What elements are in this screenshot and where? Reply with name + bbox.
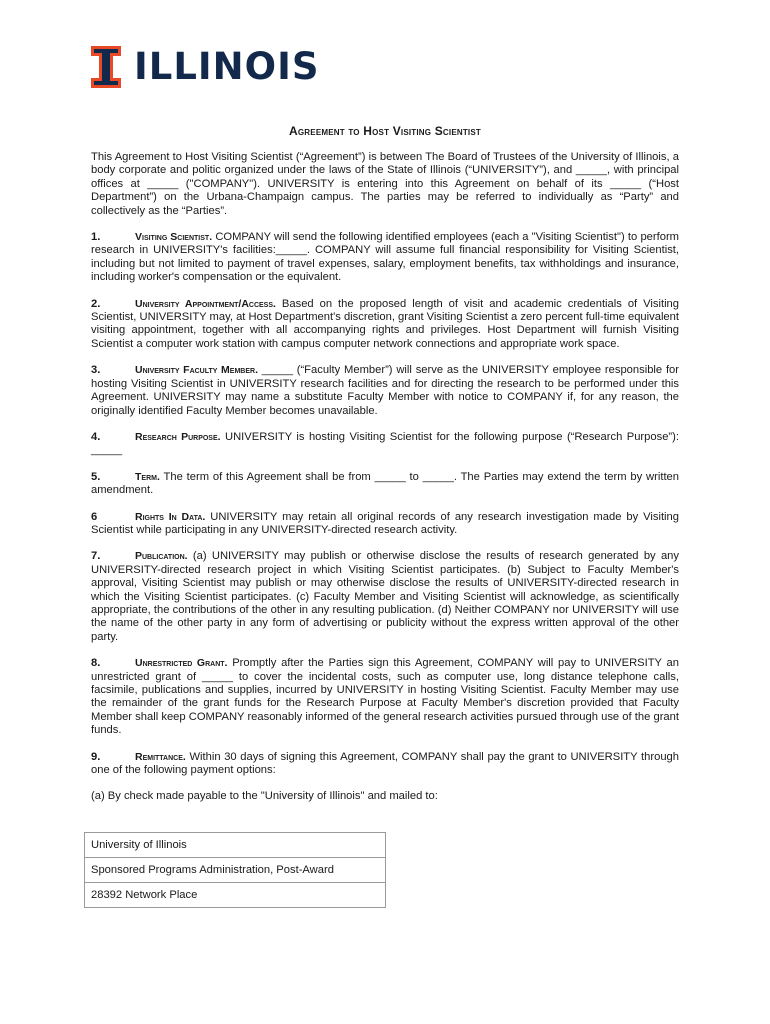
section-5 xyxy=(91,471,679,498)
section-7 xyxy=(91,550,679,644)
logo-wordmark: ILLINOIS xyxy=(134,45,320,88)
section-2 xyxy=(91,298,679,352)
section-number: 3. xyxy=(91,364,101,377)
address-line: University of Illinois xyxy=(85,833,386,858)
section-heading: Term. xyxy=(135,470,160,483)
section-heading: Visiting Scientist. xyxy=(135,231,213,244)
section-heading: University Appointment/Access. xyxy=(135,297,276,310)
section-text: Within 30 days of signing this Agreement, COMPANY shall pay the grant to UNIVERSITY through one of the following payment options: xyxy=(91,750,679,777)
address-row xyxy=(85,833,386,858)
section-number: 1. xyxy=(91,231,101,244)
section-text: (a) UNIVERSITY may publish or otherwise disclose the results of research generated by any UNIVERSITY-directed research project in which Visiting Scientist participates. (b) Subject to Faculty Member's approval, Visiting Scientist may publish or may otherwise disclose the results of UNIVERSITY-directed research in which the Visiting Scientist participates. (c) Faculty Member and Visiting Scientist will acknowledge, as scientifically appropriate, the contributions of the other in any resulting publication. (d) Neither COMPANY nor UNIVERSITY will use the name of the other party in any form of advertising or publicity without the express written approval of the other party. xyxy=(91,550,679,643)
section-text: Promptly after the Parties sign this Agreement, COMPANY will pay to UNIVERSITY an unrestricted grant of _____ to cover the incidental costs, such as computer use, long distance telephone calls, facsimile, publications and supplies, incurred by UNIVERSITY in hosting Visiting Scientist. Faculty Member may use the remainder of the grant funds for the Research Purpose at Faculty Member's discretion provided that Faculty Member shall keep COMPANY reasonably informed of the general research activities pursued through use of the grant funds. xyxy=(91,657,680,737)
address-line: 28392 Network Place xyxy=(85,883,386,908)
section-text: Based on the proposed length of visit and academic credentials of Visiting Scientist, UNIVERSITY may, at Host Department's discretion, grant Visiting Scientist a zero percent full-time equivalent visiting appointment, together with all accompanying rights and privileges. Host Department will furnish Visiting Scientist a computer work station with campus computer network connections and appropriate work space. xyxy=(91,297,679,350)
section-3 xyxy=(91,364,679,418)
section-number: 9. xyxy=(91,750,101,763)
section-6 xyxy=(91,511,679,538)
section-text: UNIVERSITY is hosting Visiting Scientist for the following purpose (“Research Purpose”): _____ xyxy=(91,430,679,457)
section-text: UNIVERSITY may retain all original records of any research investigation made by Visiting Scientist while participating in any UNIVERSITY-directed research activity. xyxy=(91,510,679,536)
document-body xyxy=(91,151,679,817)
section-number: 4. xyxy=(91,430,101,443)
section-9 xyxy=(91,751,679,778)
section-number: 2. xyxy=(91,297,101,310)
section-heading: Unrestricted Grant. xyxy=(135,657,228,670)
section-heading: Research Purpose. xyxy=(135,430,221,443)
address-row xyxy=(85,883,386,908)
section-heading: Remittance. xyxy=(135,750,186,763)
section-8 xyxy=(91,657,679,737)
section-text: The term of this Agreement shall be from _____ to _____. The Parties may extend the term by written amendment. xyxy=(91,470,679,497)
section-heading: Rights In Data. xyxy=(135,510,206,523)
illinois-logo xyxy=(91,46,320,88)
block-i-icon xyxy=(91,46,121,88)
address-line: Sponsored Programs Administration, Post-Award xyxy=(85,858,386,883)
section-number: 8. xyxy=(91,657,101,670)
address-row xyxy=(85,858,386,883)
mailing-address-table xyxy=(84,832,386,908)
section-text: _____ (“Faculty Member”) will serve as the UNIVERSITY employee responsible for hosting Visiting Scientist in UNIVERSITY research facilities and for directing the research to be performed under this Agreement. UNIVERSITY may name a substitute Faculty Member with notice to COMPANY if, for any reason, the originally identified Faculty Member becomes unavailable. xyxy=(91,364,679,417)
payment-option-a: (a) By check made payable to the "University of Illinois" and mailed to: xyxy=(91,790,438,803)
document-title: Agreement to Host Visiting Scientist xyxy=(289,124,481,138)
section-number: 5. xyxy=(91,470,101,483)
intro-paragraph: This Agreement to Host Visiting Scientist (“Agreement”) is between The Board of Trustees of the University of Illinois, a body corporate and politic organized under the laws of the State of Illinois (“UNIVERSITY”), and _____, with principal offices at _____ ("COMPANY"). UNIVERSITY is entering into this Agreement on behalf of its _____ (“Host Department”) on the Urbana-Champaign campus. The parties may be referred to individually as “Party” and collectively as the “Parties”. xyxy=(91,151,679,217)
section-heading: University Faculty Member. xyxy=(135,364,258,377)
section-number: 6 xyxy=(91,510,98,523)
section-4 xyxy=(91,431,679,458)
section-number: 7. xyxy=(91,550,101,563)
section-1 xyxy=(91,231,679,285)
section-text: COMPANY will send the following identified employees (each a "Visiting Scientist") to perform research in UNIVERSITY's facilities:_____. COMPANY will assume full financial responsibility for Visiting Scientist, including but not limited to payment of travel expenses, salary, employment benefits, tax withholdings and insurance, including worker's compensation or the equivalent. xyxy=(91,231,679,284)
section-heading: Publication. xyxy=(135,550,188,563)
